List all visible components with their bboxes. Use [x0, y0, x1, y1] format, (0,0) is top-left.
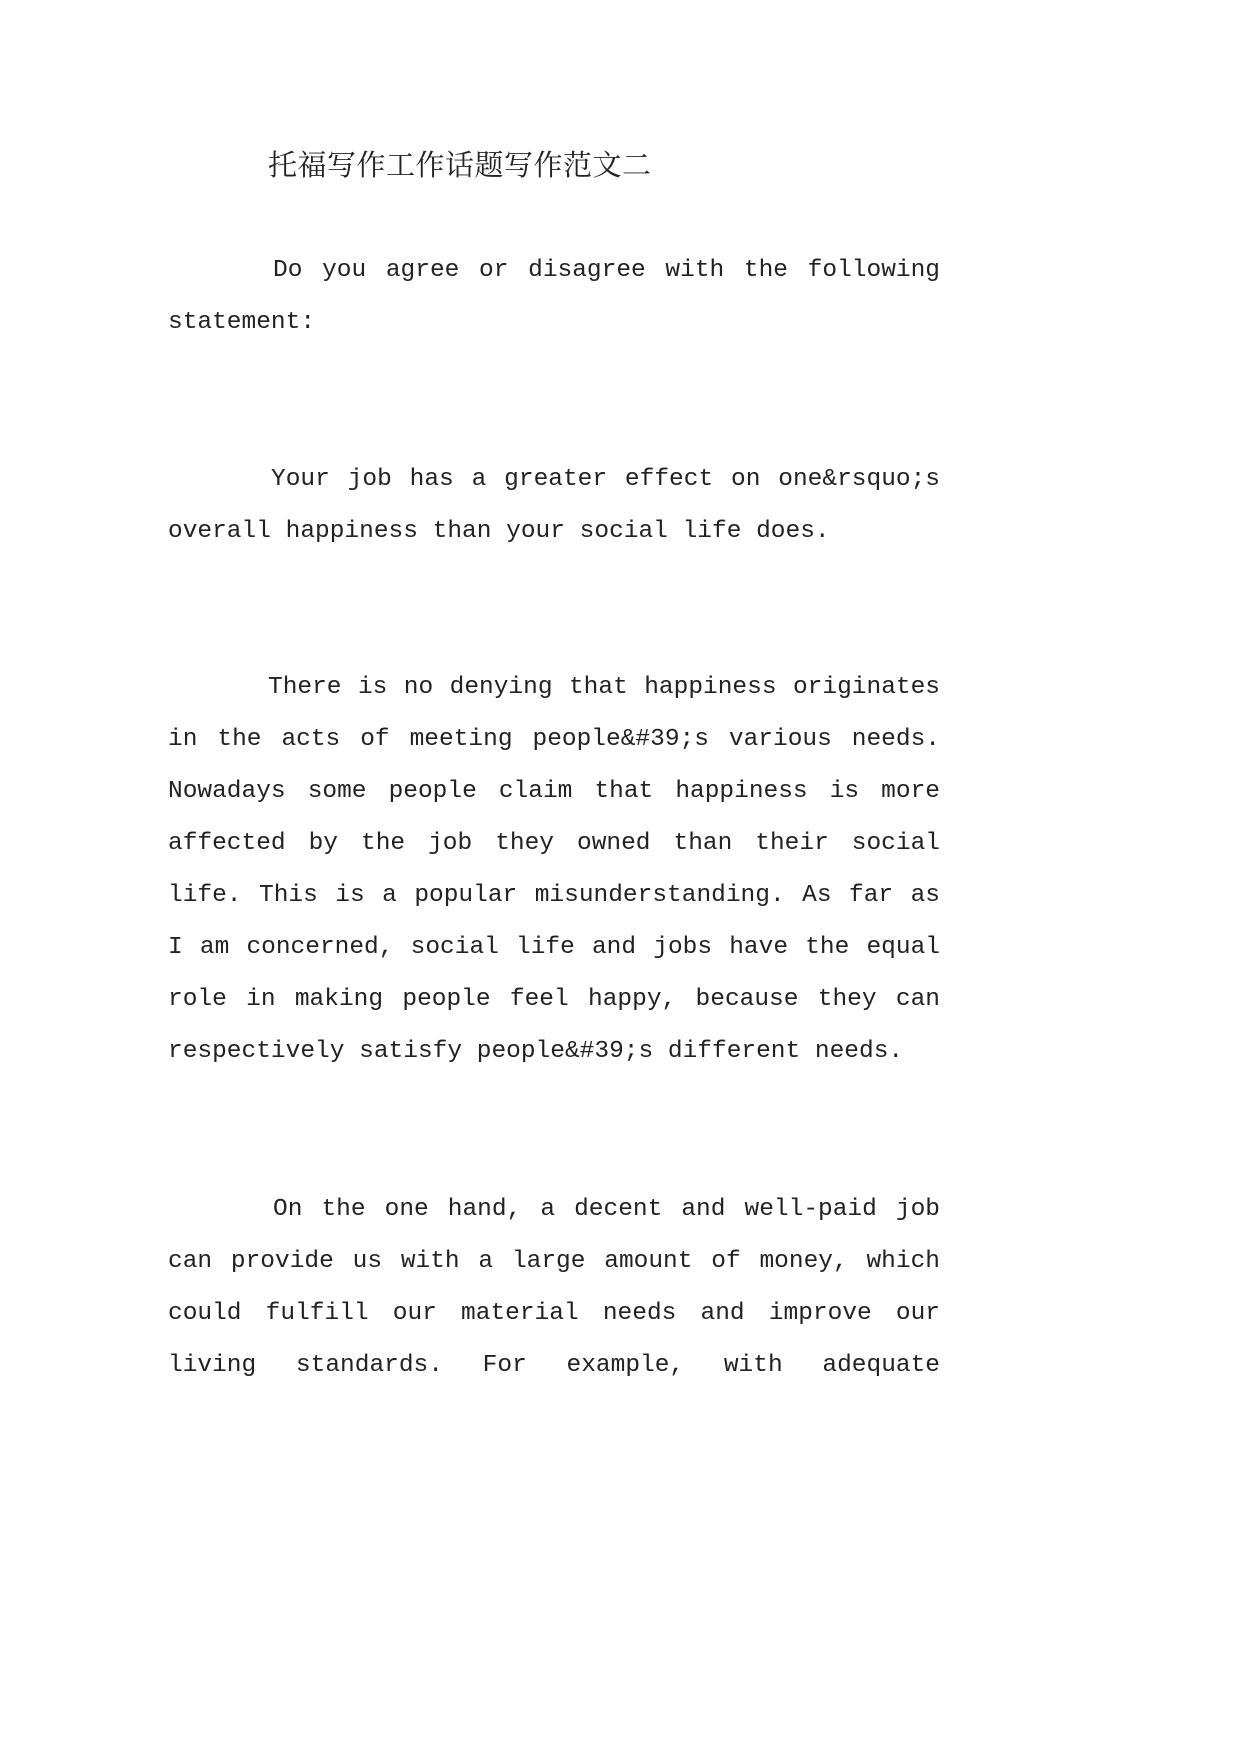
paragraph-prompt-statement: Your job has a greater effect on one&rsquo;s overall happiness than your social life does. [168, 466, 940, 545]
document-title: 托福写作工作话题写作范文二 [268, 148, 652, 182]
paragraph-introduction: There is no denying that happiness originates in the acts of meeting people&#39;s various needs. Nowadays some people claim that happiness is more affected by the job they owned than their social life. This is a popular misunderstanding. As far as I am concerned, social life and jobs have the equal role in making people feel happy, because they can respectively satisfy people&#39;s different needs. [168, 674, 940, 1065]
paragraph-body-one: On the one hand, a decent and well-paid job can provide us with a large amount of money, which could fulfill our material needs and improve our living standards. For example, with adequate [168, 1196, 940, 1379]
paragraph-prompt-question: Do you agree or disagree with the following statement: [168, 257, 940, 336]
